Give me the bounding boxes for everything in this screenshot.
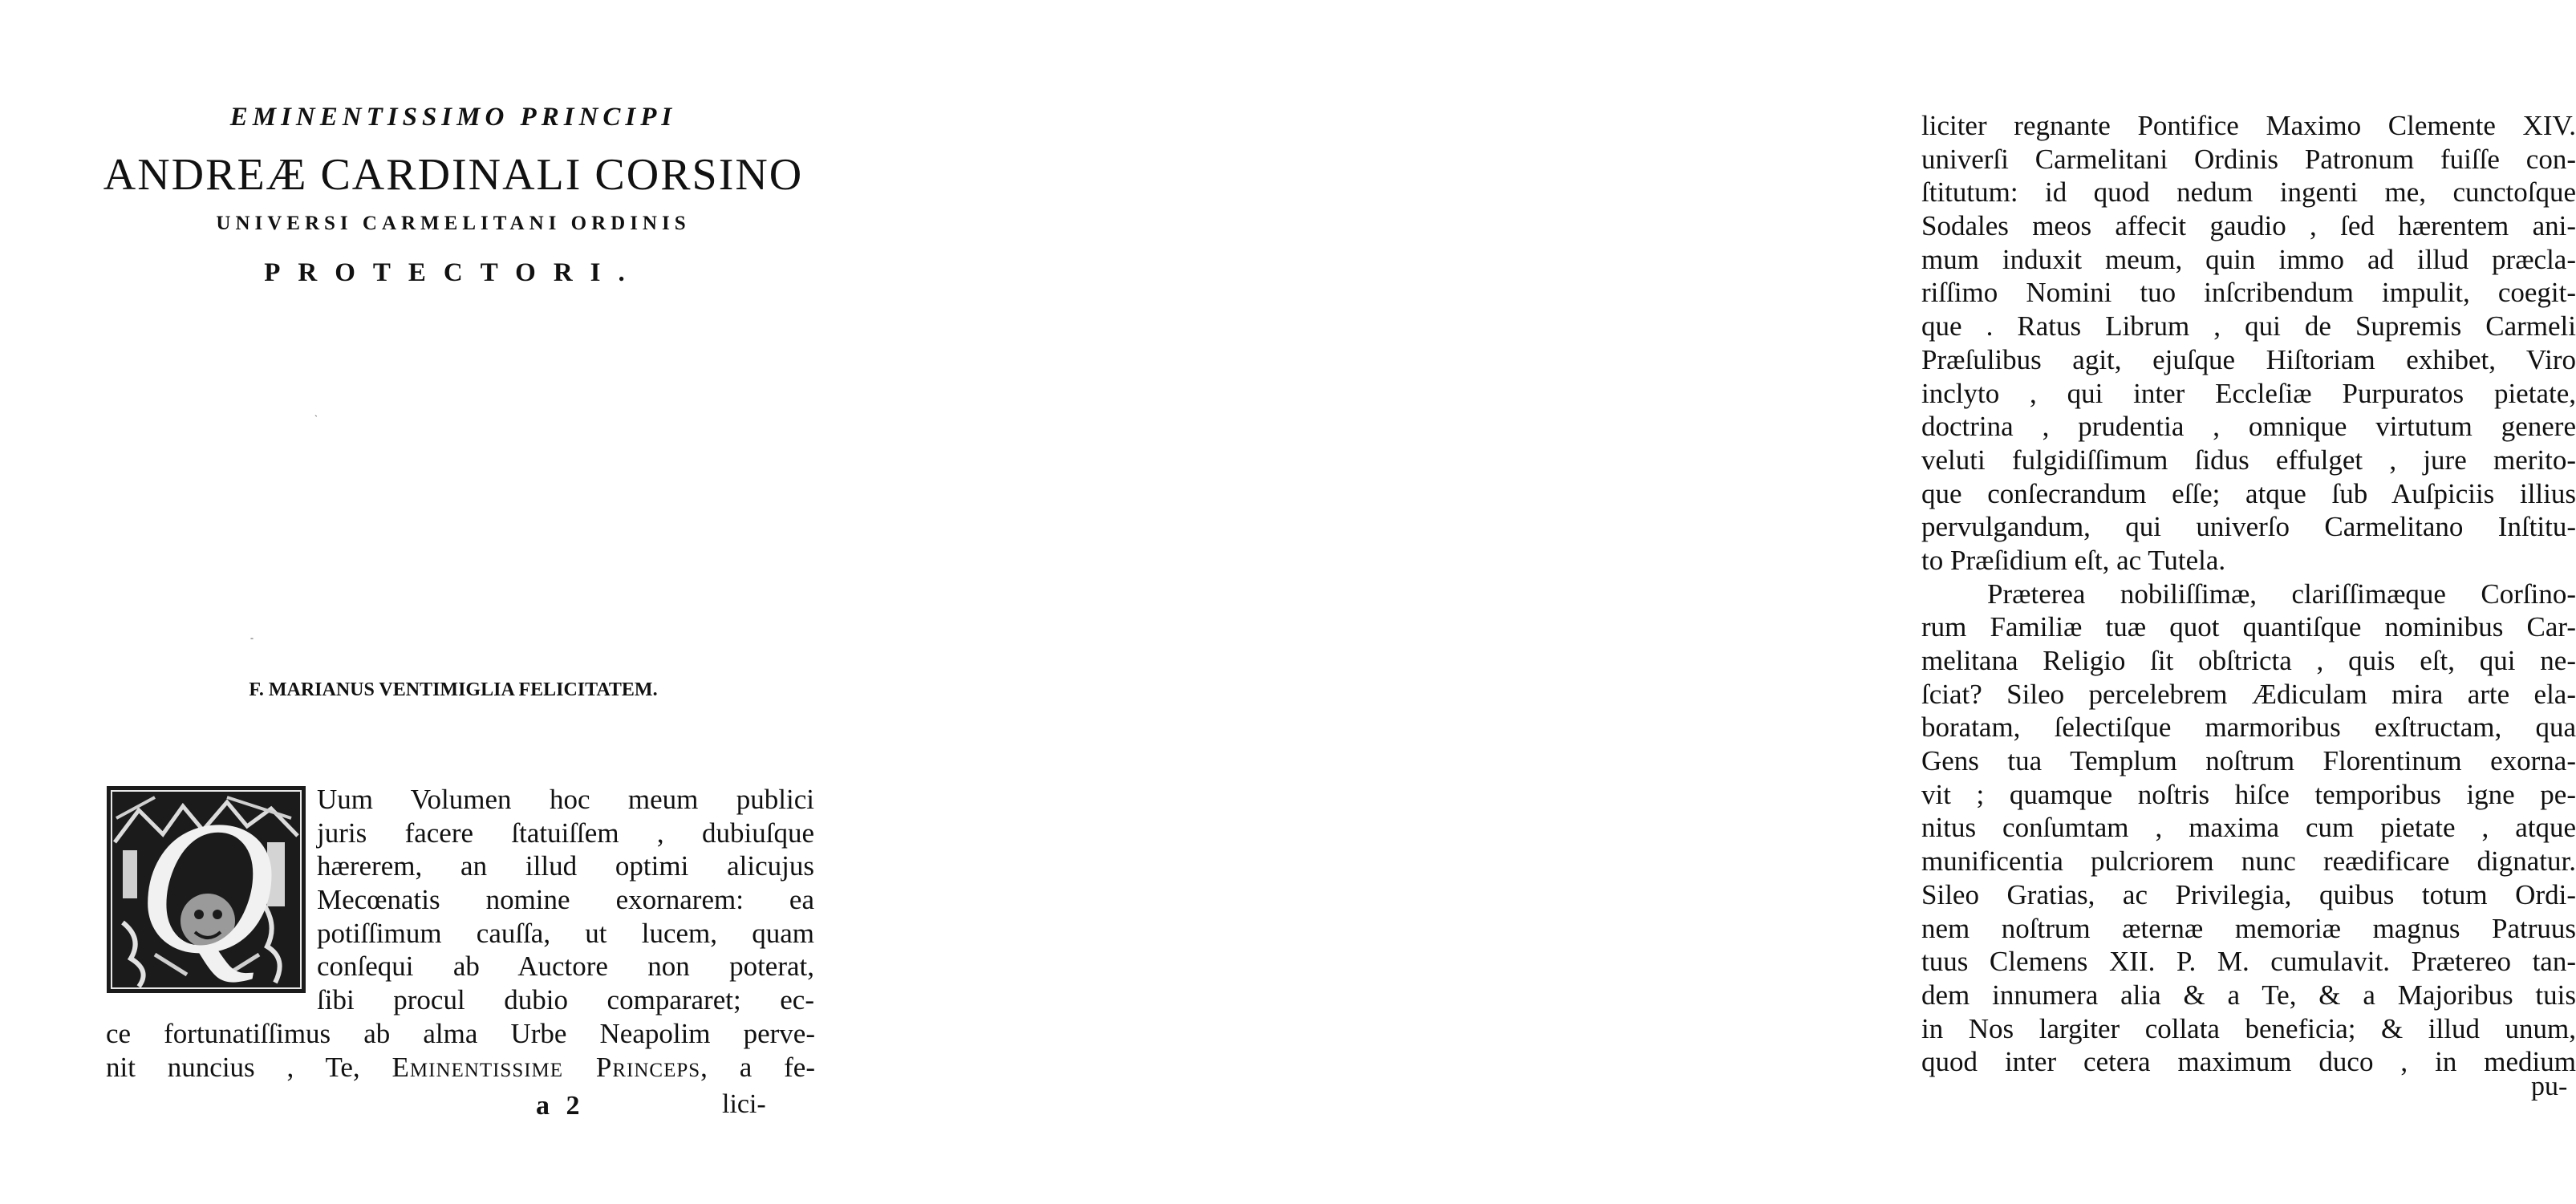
text-line: rum Familiæ tuæ quot quantiſque nominibus Car-: [1921, 611, 2576, 643]
text-line: Sileo Gratias, ac Privilegia, quibus totum Ordi-: [1921, 878, 2576, 910]
opening-paragraph-indented: [317, 783, 814, 1017]
text-line: in Nos largiter collata beneficia; & illud unum,: [1921, 1012, 2576, 1044]
initial-letter: Q: [137, 782, 275, 993]
text-line: Sodales meos affecit gaudio , ſed hærentem ani-: [1921, 210, 2576, 242]
catchword: lici-: [722, 1089, 766, 1119]
text-line: conſequi ab Auctore non poterat,: [317, 951, 814, 983]
dedication-line: EMINENTISSIMO PRINCIPI: [229, 103, 677, 132]
text-line: Uum Volumen hoc meum publici: [317, 784, 814, 815]
opening-paragraph-full: [106, 1017, 815, 1084]
text-line: ſciat? Sileo percelebrem Ædiculam mira arte ela-: [1921, 678, 2576, 710]
text-line: Præſulibus agit, ejuſque Hiſtoriam exhibet, Viro: [1921, 343, 2576, 375]
text-line: vit ; quamque noſtris hiſce temporibus igne pe-: [1921, 778, 2576, 810]
text-line: ce fortunatiſſimus ab alma Urbe Neapolim perve-: [106, 1018, 815, 1049]
text-line: quod inter cetera maximum duco , in medium: [1921, 1046, 2576, 1078]
text-line: que . Ratus Librum , qui de Supremis Carmeli: [1921, 310, 2576, 343]
text-line: nitus conſumtam , maxima cum pietate , atque: [1921, 812, 2576, 844]
addressee-title: PROTECTORI.: [264, 258, 643, 287]
text-line: dem innumera alia & a Te, & a Majoribus tuis: [1921, 979, 2576, 1011]
text-line: to Præſidium eſt, ac Tutela.: [1921, 544, 2226, 576]
greeting-line: F. MARIANUS VENTIMIGLIA FELICITATEM.: [249, 679, 658, 700]
text-line: tuus Clemens XII. P. M. cumulavit. Prætereo tan-: [1921, 946, 2576, 978]
text-line: Gens tua Templum noſtrum Florentinum exorna-: [1921, 745, 2576, 777]
text-line: liciter regnante Pontifice Maximo Clemente XIV.: [1921, 110, 2576, 141]
text-line: riſſimo Nomini tuo inſcribendum impulit, coegit-: [1921, 277, 2576, 309]
text-line: doctrina , prudentia , omnique virtutum genere: [1921, 411, 2576, 443]
addressee-name: ANDREÆ CARDINALI CORSINO: [103, 150, 804, 200]
small-caps-span: Eminentissime Princeps: [391, 1051, 701, 1083]
text-line: que conſecrandum eſſe; atque ſub Auſpiciis illius: [1921, 477, 2576, 509]
text-line: hærerem, an illud optimi alicujus: [317, 850, 814, 882]
text-line: ſibi procul dubio compararet; ec-: [317, 984, 814, 1016]
text-line: potiſſimum cauſſa, ut lucem, quam: [317, 917, 814, 949]
paper-speck: ˋ: [314, 413, 318, 424]
text-span: , a fe-: [700, 1051, 815, 1083]
text-line: univerſi Carmelitani Ordinis Patronum fuiſſe con-: [1921, 143, 2576, 175]
signature-mark: a 2: [536, 1091, 585, 1121]
right-page-body: [1921, 109, 2576, 1079]
text-line: pervulgandum, qui univerſo Carmelitano Inſtitu-: [1921, 511, 2576, 543]
right-page: [903, 0, 2576, 1204]
text-line: [106, 1051, 815, 1084]
text-line: inclyto , qui inter Eccleſiæ Purpuratos pietate,: [1921, 377, 2576, 409]
text-line: mum induxit meum, quin immo ad illud præcla-: [1921, 243, 2576, 275]
paper-speck: -: [250, 632, 254, 643]
text-line: Præterea nobiliſſimæ, clariſſimæque Corſino-: [1987, 578, 2576, 610]
text-line: juris facere ſtatuiſſem , dubiuſque: [317, 817, 814, 849]
left-page: [0, 0, 903, 1204]
text-line: boratam, ſelectiſque marmoribus exſtructam, qua: [1921, 711, 2576, 744]
text-line: veluti fulgidiſſimum ſidus effulget , jure merito-: [1921, 444, 2576, 476]
text-span: nit nuncius , Te,: [106, 1051, 392, 1083]
addressee-role: UNIVERSI CARMELITANI ORDINIS: [216, 213, 691, 234]
text-line: munificentia pulcriorem nunc reædificare dignatur.: [1921, 845, 2576, 878]
text-line: melitana Religio ſit obſtricta , quis eſt, qui ne-: [1921, 645, 2576, 676]
text-line: ſtitutum: id quod nedum ingenti me, cunctoſque: [1921, 176, 2576, 209]
text-line: nem noſtrum æternæ memoriæ magnus Patruus: [1921, 912, 2576, 944]
decorated-initial: [107, 782, 306, 993]
text-line: Mecœnatis nomine exornarem: ea: [317, 884, 814, 916]
catchword: pu-: [2531, 1072, 2568, 1101]
